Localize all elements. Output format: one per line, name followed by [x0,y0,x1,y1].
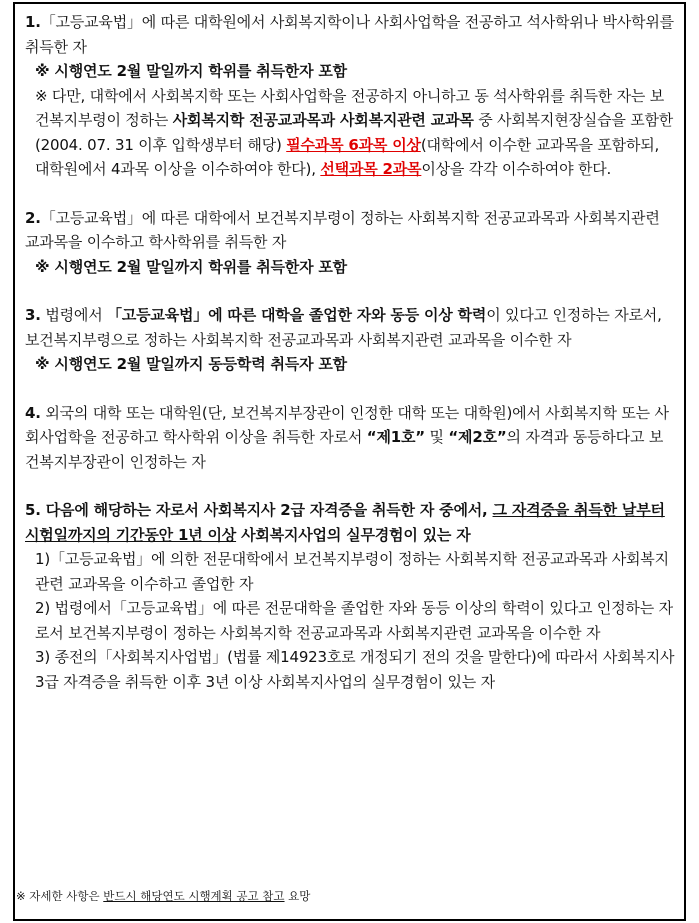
item-4-number: 4. [25,403,41,422]
required-courses-highlight: 필수과목 6과목 이상 [286,135,421,154]
item-5-sub-1: 1)「고등교육법」에 의한 전문대학에서 보건복지부령이 정하는 사회복지학 전공교과목과 사회복지관련 교과목을 이수하고 졸업한 자 [35,550,669,593]
item-5-sub-3: 3) 종전의「사회복지사업법」(법률 제14923호로 개정되기 전의 것을 말한다)에 따라서 사회복지사 3급 자격증을 취득한 이후 3년 이상 사회복지사업의 실무경험이 있는 자 [35,648,675,691]
experience-period-underline: 그 자격증을 취득한 날부터 시험일까지의 기간동안 1년 이상 [25,501,665,544]
item-1-number: 1. [25,13,41,31]
item-1-text: 「고등교육법」에 따른 대학원에서 사회복지학이나 사회사업학을 전공하고 석사학위나 박사학위를 취득한 자 [25,13,674,56]
item-3-note-1: ※ 시행연도 2월 말일까지 동등학력 취득자 포함 [35,355,347,373]
item-1-note-2: ※ 다만, 대학에서 사회복지학 또는 사회사업학을 전공하지 아니하고 동 석사학위를 취득한 자는 보건복지부령이 정하는 사회복지학 전공교과목과 사회복지관련 교과목 중 사회복지현장실습을 포함한(2004. 07. 31 이후 입학생부터 해당) 필수과목 6과목 이상(대학에서 이수한 교과목을 포함하되, 대학원에서 4과목 이상을 이수하여야 한다), 선택과목 2과목이상을 각각 이수하여야 한다. [35,86,674,178]
bottom-border [13,919,686,921]
item-5-sub-2: 2) 법령에서「고등교육법」에 따른 전문대학을 졸업한 자와 동등 이상의 학력이 있다고 인정하는 자로서 보건복지부령이 정하는 사회복지학 전공교과목과 사회복지관련 교과목을 이수한 자 [35,599,673,642]
item-2 [25,206,677,255]
item-1-note-1: ※ 시행연도 2월 말일까지 학위를 취득한자 포함 [35,62,347,80]
item-3: 3. 법령에서 「고등교육법」에 따른 대학을 졸업한 자와 동등 이상 학력이 있다고 인정하는 자로서, 보건복지부령으로 정하는 사회복지학 전공교과목과 사회복지관련 교과목을 이수한 자 [25,306,662,349]
footer-note: ※ 자세한 사항은 반드시 해당연도 시행계획 공고 참고 요망 [16,889,311,903]
item-3-number: 3. [25,306,41,324]
item-1 [25,10,677,59]
item-4: 4. 외국의 대학 또는 대학원(단, 보건복지부장관이 인정한 대학 또는 대학원)에서 사회복지학 또는 사회사업학을 전공하고 학사학위 이상을 취득한 자로서 “제1호” 및 “제2호”의 자격과 동등하다고 보건복지부장관이 인정하는 자 [25,403,669,471]
item-2-number: 2. [25,208,41,227]
item-5: 5. 다음에 해당하는 자로서 사회복지사 2급 자격증을 취득한 자 중에서, 그 자격증을 취득한 날부터 시험일까지의 기간동안 1년 이상 사회복지사업의 실무경험이 있는 자 [25,501,665,544]
document-frame [13,2,686,921]
elective-courses-highlight: 선택과목 2과목 [320,160,422,178]
content [25,10,677,694]
item-5-number: 5. [25,501,41,519]
item-2-text: 「고등교육법」에 따른 대학에서 보건복지부령이 정하는 사회복지학 전공교과목과 사회복지관련 교과목을 이수하고 학사학위를 취득한 자 [25,208,660,251]
item-2-note-1: ※ 시행연도 2월 말일까지 학위를 취득한자 포함 [35,257,347,276]
